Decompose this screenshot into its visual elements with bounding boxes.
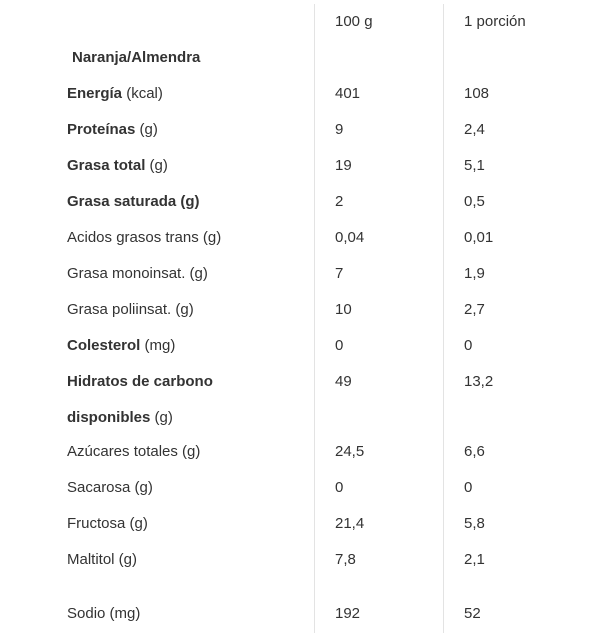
row-label: Acidos grasos trans (g)	[67, 229, 222, 246]
table-row	[0, 371, 606, 393]
value-portion: 0,5	[464, 193, 485, 210]
column-header-portion: 1 porción	[464, 13, 526, 30]
value-portion: 0	[464, 479, 473, 496]
table-row	[0, 513, 606, 535]
row-label: Maltitol (g)	[67, 551, 138, 568]
row-label: Sodio (mg)	[67, 605, 141, 622]
table-row	[0, 119, 606, 141]
value-portion: 2,1	[464, 551, 485, 568]
row-label: Proteínas (g)	[67, 121, 158, 138]
value-portion: 2,7	[464, 301, 485, 318]
value-100g: 0	[335, 479, 344, 496]
row-label: Grasa saturada (g)	[67, 193, 200, 210]
table-row	[0, 155, 606, 177]
table-row	[0, 263, 606, 285]
value-100g: 10	[335, 301, 352, 318]
table-row	[0, 227, 606, 249]
value-100g: 7	[335, 265, 344, 282]
table-row	[0, 191, 606, 213]
table-row	[0, 335, 606, 357]
row-label: Energía (kcal)	[67, 85, 163, 102]
value-portion: 2,4	[464, 121, 485, 138]
value-100g: 21,4	[335, 515, 365, 532]
table-row	[0, 407, 606, 429]
value-portion: 5,8	[464, 515, 485, 532]
table-row	[0, 299, 606, 321]
value-100g: 24,5	[335, 443, 365, 460]
value-portion: 13,2	[464, 373, 494, 390]
value-portion: 0	[464, 337, 473, 354]
row-label: Sacarosa (g)	[67, 479, 153, 496]
value-portion: 108	[464, 85, 490, 102]
row-label: Colesterol (mg)	[67, 337, 176, 354]
table-row	[0, 441, 606, 463]
table-row	[0, 603, 606, 625]
value-portion: 6,6	[464, 443, 485, 460]
value-100g: 9	[335, 121, 344, 138]
table-row	[0, 83, 606, 105]
row-label: Grasa monoinsat. (g)	[67, 265, 208, 282]
value-portion: 52	[464, 605, 481, 622]
table-row	[0, 549, 606, 571]
row-label: Grasa poliinsat. (g)	[67, 301, 194, 318]
value-100g: 401	[335, 85, 361, 102]
column-header-100g: 100 g	[335, 13, 373, 30]
value-100g: 2	[335, 193, 344, 210]
row-label: Grasa total (g)	[67, 157, 168, 174]
value-portion: 0,01	[464, 229, 494, 246]
value-100g: 7,8	[335, 551, 356, 568]
value-100g: 0	[335, 337, 344, 354]
row-label: Azúcares totales (g)	[67, 443, 201, 460]
value-100g: 49	[335, 373, 352, 390]
product-title: Naranja/Almendra	[72, 49, 201, 66]
value-portion: 5,1	[464, 157, 485, 174]
table-row	[0, 477, 606, 499]
value-100g: 0,04	[335, 229, 365, 246]
row-label: disponibles (g)	[67, 409, 173, 426]
table-header	[0, 13, 606, 33]
row-label: Fructosa (g)	[67, 515, 148, 532]
value-portion: 1,9	[464, 265, 485, 282]
value-100g: 192	[335, 605, 361, 622]
value-100g: 19	[335, 157, 352, 174]
row-label: Hidratos de carbono	[67, 373, 213, 390]
